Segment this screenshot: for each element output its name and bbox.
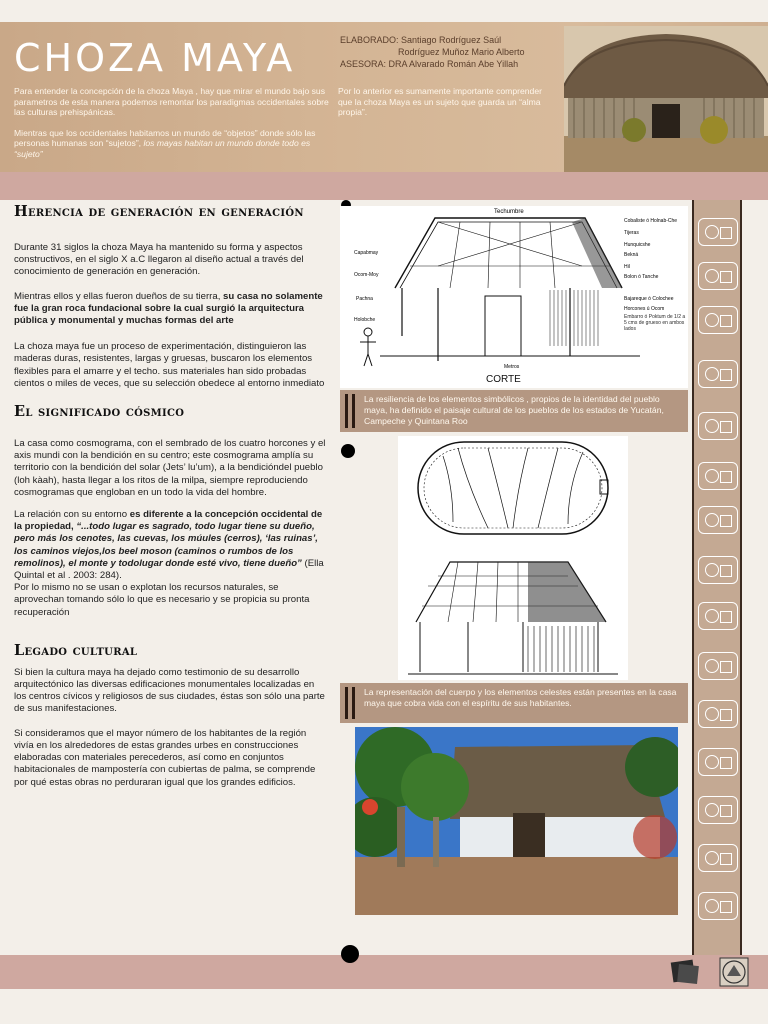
- maya-hut-photo-header: [564, 26, 768, 172]
- label-cobaliste: Cobaliste ó Holnab-Che: [624, 218, 678, 224]
- caption-bars-icon: [345, 394, 359, 428]
- cosmico-paragraph-1: La casa como cosmograma, con el sembrado de los cuatro horcones y el axis mundi con la bendición en su centro; este cosmograma amplía su territorio con la bendición del solar (Jets’ lu’um), a la bendicióndel pueblo (loh kàah), hasta llegar a los ritos de la milpa, siempre reproduciendo cosmogramas que engloban en un todo la vida del hombre.: [14, 438, 326, 498]
- maya-glyph-icon: [698, 506, 738, 534]
- legado-paragraph-2: Si consideramos que el mayor número de los habitantes de la región vivía en los alrededores de estas grandes urbes en construcciones elaboradas con materiales perecederos, así como en conjuntos habitacionales de mampostería con cubiertas de palma, se comprende por qué estas obras no perduraran igual que los grandes edificios.: [14, 727, 316, 788]
- section-heading-cosmico: El significado cósmico: [14, 403, 185, 421]
- credit-asesora: ASESORA: DRA Alvarado Román Abe Yillah: [340, 59, 519, 69]
- maya-glyph-icon: [698, 218, 738, 246]
- label-embarro: Embarro ó Poktum de 1/2 a 5 cms de grueso en ambos lados: [624, 314, 686, 332]
- cosmico-paragraph-2: La relación con su entorno es diferente a la concepción occidental de la propiedad, “...todo lugar es sagrado, todo lugar tiene su dueño, pero más los cenotes, las cuevas, los múules (cerros), ‘las ruinas’, los caminos viejos,los beel moson (caminos o rumbos de los remolinos), el monte y todolugar donde esté vivo, tiene dueño” (Ella Quintal et al . 2003: 284).: [14, 509, 324, 582]
- decorative-band-bottom: [0, 955, 768, 989]
- maya-glyph-strip: [692, 200, 742, 955]
- unam-seal-icon: [718, 957, 750, 987]
- maya-glyph-icon: [698, 262, 738, 290]
- credits: [340, 34, 525, 70]
- intro-left: [14, 86, 332, 169]
- caption-representacion: La representación del cuerpo y los elementos celestes están presentes en la casa maya que cobra vida con el espíritu de sus habitantes.: [340, 683, 688, 723]
- label-ocom-moy: Ocom-Moy: [354, 272, 379, 278]
- maya-glyph-icon: [698, 844, 738, 872]
- label-holobche: Holobche: [354, 317, 376, 323]
- label-tijeras: Tijeras: [624, 230, 639, 236]
- bullet-dot: [341, 444, 355, 458]
- label-bekna: Bekná: [624, 252, 639, 258]
- maya-glyph-icon: [698, 306, 738, 334]
- page-title: CHOZA MAYA: [14, 36, 296, 80]
- label-capabmay: Capabmay: [354, 250, 379, 256]
- caption-bars-icon: [345, 687, 359, 719]
- herencia-paragraph-3: La choza maya fue un proceso de experimentación, distinguieron las maderas duras, resistentes, largas y gruesas, buscaron los elementos flexibles para el amarre y el techo. sus materiales han sido probadas cientos o miles de veces, que su selección obedece al entorno inmediato: [14, 341, 325, 389]
- cosmico-paragraph-3: Por lo mismo no se usan o explotan los recursos naturales, se aprovechan tomando sólo lo que es necesario y se propicia su pronta recuperación: [14, 582, 310, 618]
- hut-cross-section-drawing: [340, 206, 688, 388]
- label-horcones: Horcones ú Ocom: [624, 306, 665, 312]
- maya-glyph-icon: [698, 748, 738, 776]
- maya-glyph-icon: [698, 360, 738, 388]
- intro-paragraph-2: Mientras que los occidentales habitamos un mundo de “objetos” donde sólo las personas humanas son “sujetos”, los mayas habitan un mundo donde todo es “sujeto”: [14, 127, 316, 159]
- maya-hut-photo: [355, 727, 678, 915]
- herencia-paragraph-1: Durante 31 siglos la choza Maya ha mantenido su forma y aspectos constructivos, en el siglo X a.C llegaron al diseño actual a través del conocimiento de generación en generación.: [14, 242, 304, 278]
- caption-resiliencia: La resiliencia de los elementos simbólicos , propios de la identidad del pueblo maya, ha definido el paisaje cultural de los pueblos de los estados de Yucatán, Campeche y Quintana Roo: [340, 390, 688, 432]
- label-techumbre: Techumbre: [494, 209, 524, 215]
- credit-elaborado-2: Rodríguez Muñoz Mario Alberto: [398, 47, 525, 57]
- label-pachna: Pachna: [356, 296, 373, 302]
- intro-paragraph-1: Para entender la concepción de la choza Maya , hay que mirar el mundo bajo sus parametros de esta manera podemos remontar los paradigmas occidentales sobre las culturas prehispánicas.: [14, 86, 329, 117]
- section-heading-legado: Legado cultural: [14, 641, 138, 659]
- bullet-dot: [341, 945, 359, 963]
- faculty-logo-icon: [670, 957, 702, 987]
- label-bolon: Bolon ó Tanche: [624, 274, 659, 280]
- decorative-band-top: [0, 172, 768, 200]
- intro-right: Por lo anterior es sumamente importante comprender que la choza Maya es un sujeto que guarda un “alma propia”.: [338, 86, 542, 117]
- label-metros: Metros: [504, 364, 520, 370]
- left-column: [14, 200, 326, 789]
- herencia-paragraph-2: Mientras ellos y ellas fueron dueños de su tierra, su casa no solamente fue la gran roca fundacional sobre la cual surgió la arquitectura pública y monumental y muchas formas del arte: [14, 290, 323, 327]
- maya-glyph-icon: [698, 556, 738, 584]
- maya-glyph-icon: [698, 412, 738, 440]
- maya-glyph-icon: [698, 652, 738, 680]
- credit-elaborado: ELABORADO: Santiago Rodríguez Saúl: [340, 35, 502, 45]
- label-hil: Hil: [624, 264, 630, 270]
- label-bajareque: Bajareque ó Colochee: [624, 296, 674, 302]
- label-corte: CORTE: [486, 374, 521, 385]
- hut-plan-and-perspective-drawing: [398, 436, 628, 680]
- section-heading-herencia: Herencia de generación en generación: [14, 203, 304, 220]
- maya-glyph-icon: [698, 796, 738, 824]
- maya-glyph-icon: [698, 462, 738, 490]
- legado-paragraph-1: Si bien la cultura maya ha dejado como testimonio de su desarrollo arquitectónico las diversas edificaciones monumentales localizadas en los centros cívicos y religiosos de sus ciudades, éstas son sólo una parte de sus manifestaciones.: [14, 666, 325, 715]
- maya-glyph-icon: [698, 892, 738, 920]
- maya-glyph-icon: [698, 700, 738, 728]
- header-banner: [0, 22, 768, 172]
- maya-glyph-icon: [698, 602, 738, 630]
- label-hunquicshe: Hunquicshe: [624, 242, 651, 248]
